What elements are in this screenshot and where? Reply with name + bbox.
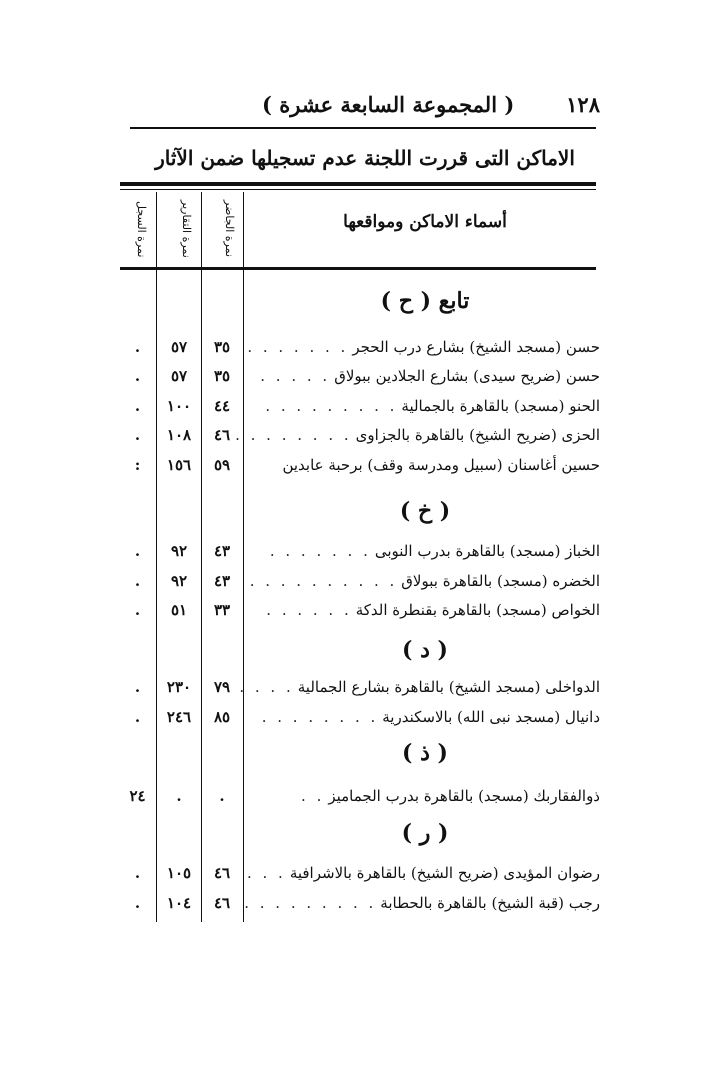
entry-name: حسين أغاسنان (سبيل ومدرسة وقف) برحبة عابدين <box>282 456 600 474</box>
entry-official-number: ٤٤ <box>213 397 231 415</box>
column-header-reports: نمرة التقارير <box>180 200 193 258</box>
entry-report-number: ٥٧ <box>170 338 188 356</box>
group-letter: ( ذ ) <box>402 740 448 766</box>
table-header-rule <box>120 267 596 270</box>
entry-register-number: : <box>134 456 141 474</box>
entry-register-number: ٢٤ <box>129 787 146 805</box>
entry-report-number: ١٥٦ <box>166 456 192 474</box>
entry-name: الحزى (ضريح الشيخ) بالقاهرة بالجزاوى. . . . . . . . <box>235 426 600 444</box>
entry-report-number: ٥١ <box>170 601 188 619</box>
entry-report-number: ٥٧ <box>170 367 188 385</box>
entry-register-number: . <box>134 601 141 619</box>
running-title: ( المجموعة السابعة عشرة ) <box>262 92 515 117</box>
group-letter: ( ر ) <box>401 820 449 846</box>
entry-official-number: ٣٥ <box>213 338 231 356</box>
group-letter: ( د ) <box>402 637 448 663</box>
group-letter: ( خ ) <box>399 498 451 524</box>
group-letter: تابع ( ح ) <box>380 288 470 314</box>
column-divider <box>156 192 157 922</box>
entry-name: رجب (قبة الشيخ) بالقاهرة بالحطابة. . . . . . . . . <box>244 894 600 912</box>
entry-register-number: . <box>134 708 141 726</box>
entry-official-number: ٤٣ <box>213 572 231 590</box>
entry-register-number: . <box>134 572 141 590</box>
title-rule-thin <box>120 189 596 190</box>
entry-register-number: . <box>134 678 141 696</box>
entry-report-number: ٩٢ <box>170 572 188 590</box>
entry-register-number: . <box>134 367 141 385</box>
entry-name: حسن (ضريح سيدى) بشارع الجلادين ببولاق. . . . . <box>260 367 600 385</box>
entry-report-number: ٢٣٠ <box>166 678 192 696</box>
entry-official-number: ٥٩ <box>213 456 231 474</box>
entry-report-number: . <box>176 787 182 805</box>
entry-register-number: . <box>134 894 141 912</box>
entry-register-number: . <box>134 426 141 444</box>
column-header-official: نمرة الجاضر <box>223 200 236 258</box>
entry-name: دانيال (مسجد نبى الله) بالاسكندرية. . . . . . . . <box>261 708 600 726</box>
entry-official-number: ٤٦ <box>213 894 231 912</box>
column-header-register: نمرة السجل <box>135 200 148 258</box>
entry-official-number: ٨٥ <box>213 708 231 726</box>
entry-report-number: ١٠٤ <box>166 894 192 912</box>
entry-name: الخواص (مسجد) بالقاهرة بقنطرة الدكة. . . . . . <box>266 601 600 619</box>
entry-report-number: ١٠٥ <box>166 864 192 882</box>
entry-report-number: ١٠٠ <box>166 397 192 415</box>
entry-report-number: ٢٤٦ <box>166 708 192 726</box>
entry-register-number: . <box>134 864 141 882</box>
section-title: الاماكن التى قررت اللجنة عدم تسجيلها ضمن الآثار <box>155 146 575 170</box>
entry-official-number: ٤٦ <box>213 864 231 882</box>
entry-official-number: ٣٥ <box>213 367 231 385</box>
title-rule-thick <box>120 182 596 186</box>
entry-report-number: ٩٢ <box>170 542 188 560</box>
entry-register-number: . <box>134 542 141 560</box>
entry-name: الخباز (مسجد) بالقاهرة بدرب النوبى. . . . . . . <box>269 542 600 560</box>
entry-name: حسن (مسجد الشيخ) بشارع درب الحجر. . . . . . . <box>247 338 600 356</box>
entry-name: الدواخلى (مسجد الشيخ) بالقاهرة بشارع الجمالية. . . . <box>239 678 600 696</box>
column-divider <box>201 192 202 922</box>
entry-official-number: ٧٩ <box>213 678 231 696</box>
entry-name: ذوالفقاربك (مسجد) بالقاهرة بدرب الجماميز. . <box>301 787 600 805</box>
entry-name: الحنو (مسجد) بالقاهرة بالجمالية. . . . . . . . . <box>265 397 600 415</box>
entry-register-number: . <box>134 338 141 356</box>
entry-report-number: ١٠٨ <box>166 426 192 444</box>
column-header-names: أسماء الاماكن ومواقعها <box>343 212 507 232</box>
entry-name: رضوان المؤيدى (ضريح الشيخ) بالقاهرة بالاشرافية. . . <box>246 864 600 882</box>
page-number: ١٢٨ <box>566 92 600 117</box>
entry-official-number: ٤٦ <box>213 426 231 444</box>
entry-register-number: . <box>134 397 141 415</box>
entry-official-number: ٣٣ <box>213 601 231 619</box>
header-rule <box>130 127 596 129</box>
entry-official-number: . <box>219 787 225 805</box>
entry-official-number: ٤٣ <box>213 542 231 560</box>
entry-name: الخضره (مسجد) بالقاهرة ببولاق. . . . . . . . . . <box>249 572 600 590</box>
